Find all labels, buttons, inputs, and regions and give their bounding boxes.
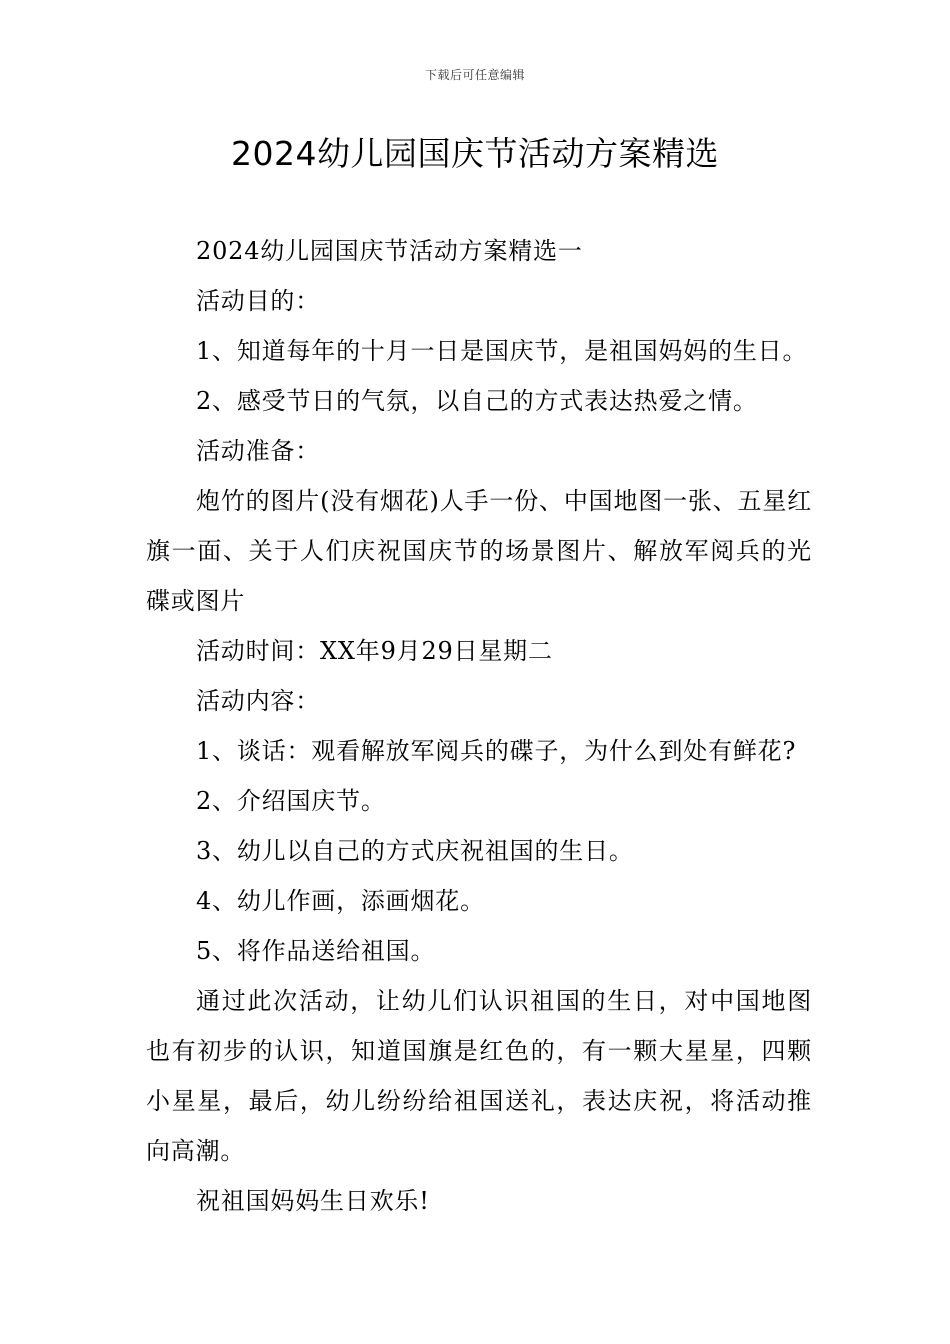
section-heading: 2024幼儿园国庆节活动方案精选一 bbox=[196, 237, 583, 265]
closing-line: 祝祖国妈妈生日欢乐! bbox=[196, 1187, 430, 1215]
content-heading: 活动内容： bbox=[196, 687, 320, 715]
preparation-text: 炮竹的图片(没有烟花)人手一份、中国地图一张、五星红旗一面、关于人们庆祝国庆节的场景图片、解放军阅兵的光碟或图片 bbox=[146, 487, 812, 615]
document-title: 2024幼儿园国庆节活动方案精选 bbox=[231, 134, 719, 173]
goal-item: 1、知道每年的十月一日是国庆节，是祖国妈妈的生日。 bbox=[196, 337, 808, 365]
header-note: 下载后可任意编辑 bbox=[424, 68, 525, 82]
goal-item: 2、感受节日的气氛，以自己的方式表达热爱之情。 bbox=[196, 387, 758, 415]
content-item: 5、将作品送给祖国。 bbox=[196, 937, 436, 965]
content-item: 2、介绍国庆节。 bbox=[196, 787, 386, 815]
content-item: 1、谈话：观看解放军阅兵的碟子，为什么到处有鲜花? bbox=[196, 737, 797, 765]
document-body bbox=[146, 226, 812, 1226]
activity-time: 活动时间：XX年9月29日星期二 bbox=[196, 637, 553, 665]
content-item: 4、幼儿作画，添画烟花。 bbox=[196, 887, 485, 915]
content-item: 3、幼儿以自己的方式庆祝祖国的生日。 bbox=[196, 837, 634, 865]
goal-heading: 活动目的： bbox=[196, 287, 320, 315]
preparation-heading: 活动准备： bbox=[196, 437, 320, 465]
summary-paragraph: 通过此次活动，让幼儿们认识祖国的生日，对中国地图也有初步的认识，知道国旗是红色的，有一颗大星星，四颗小星星，最后，幼儿纷纷给祖国送礼，表达庆祝，将活动推向高潮。 bbox=[146, 987, 812, 1165]
